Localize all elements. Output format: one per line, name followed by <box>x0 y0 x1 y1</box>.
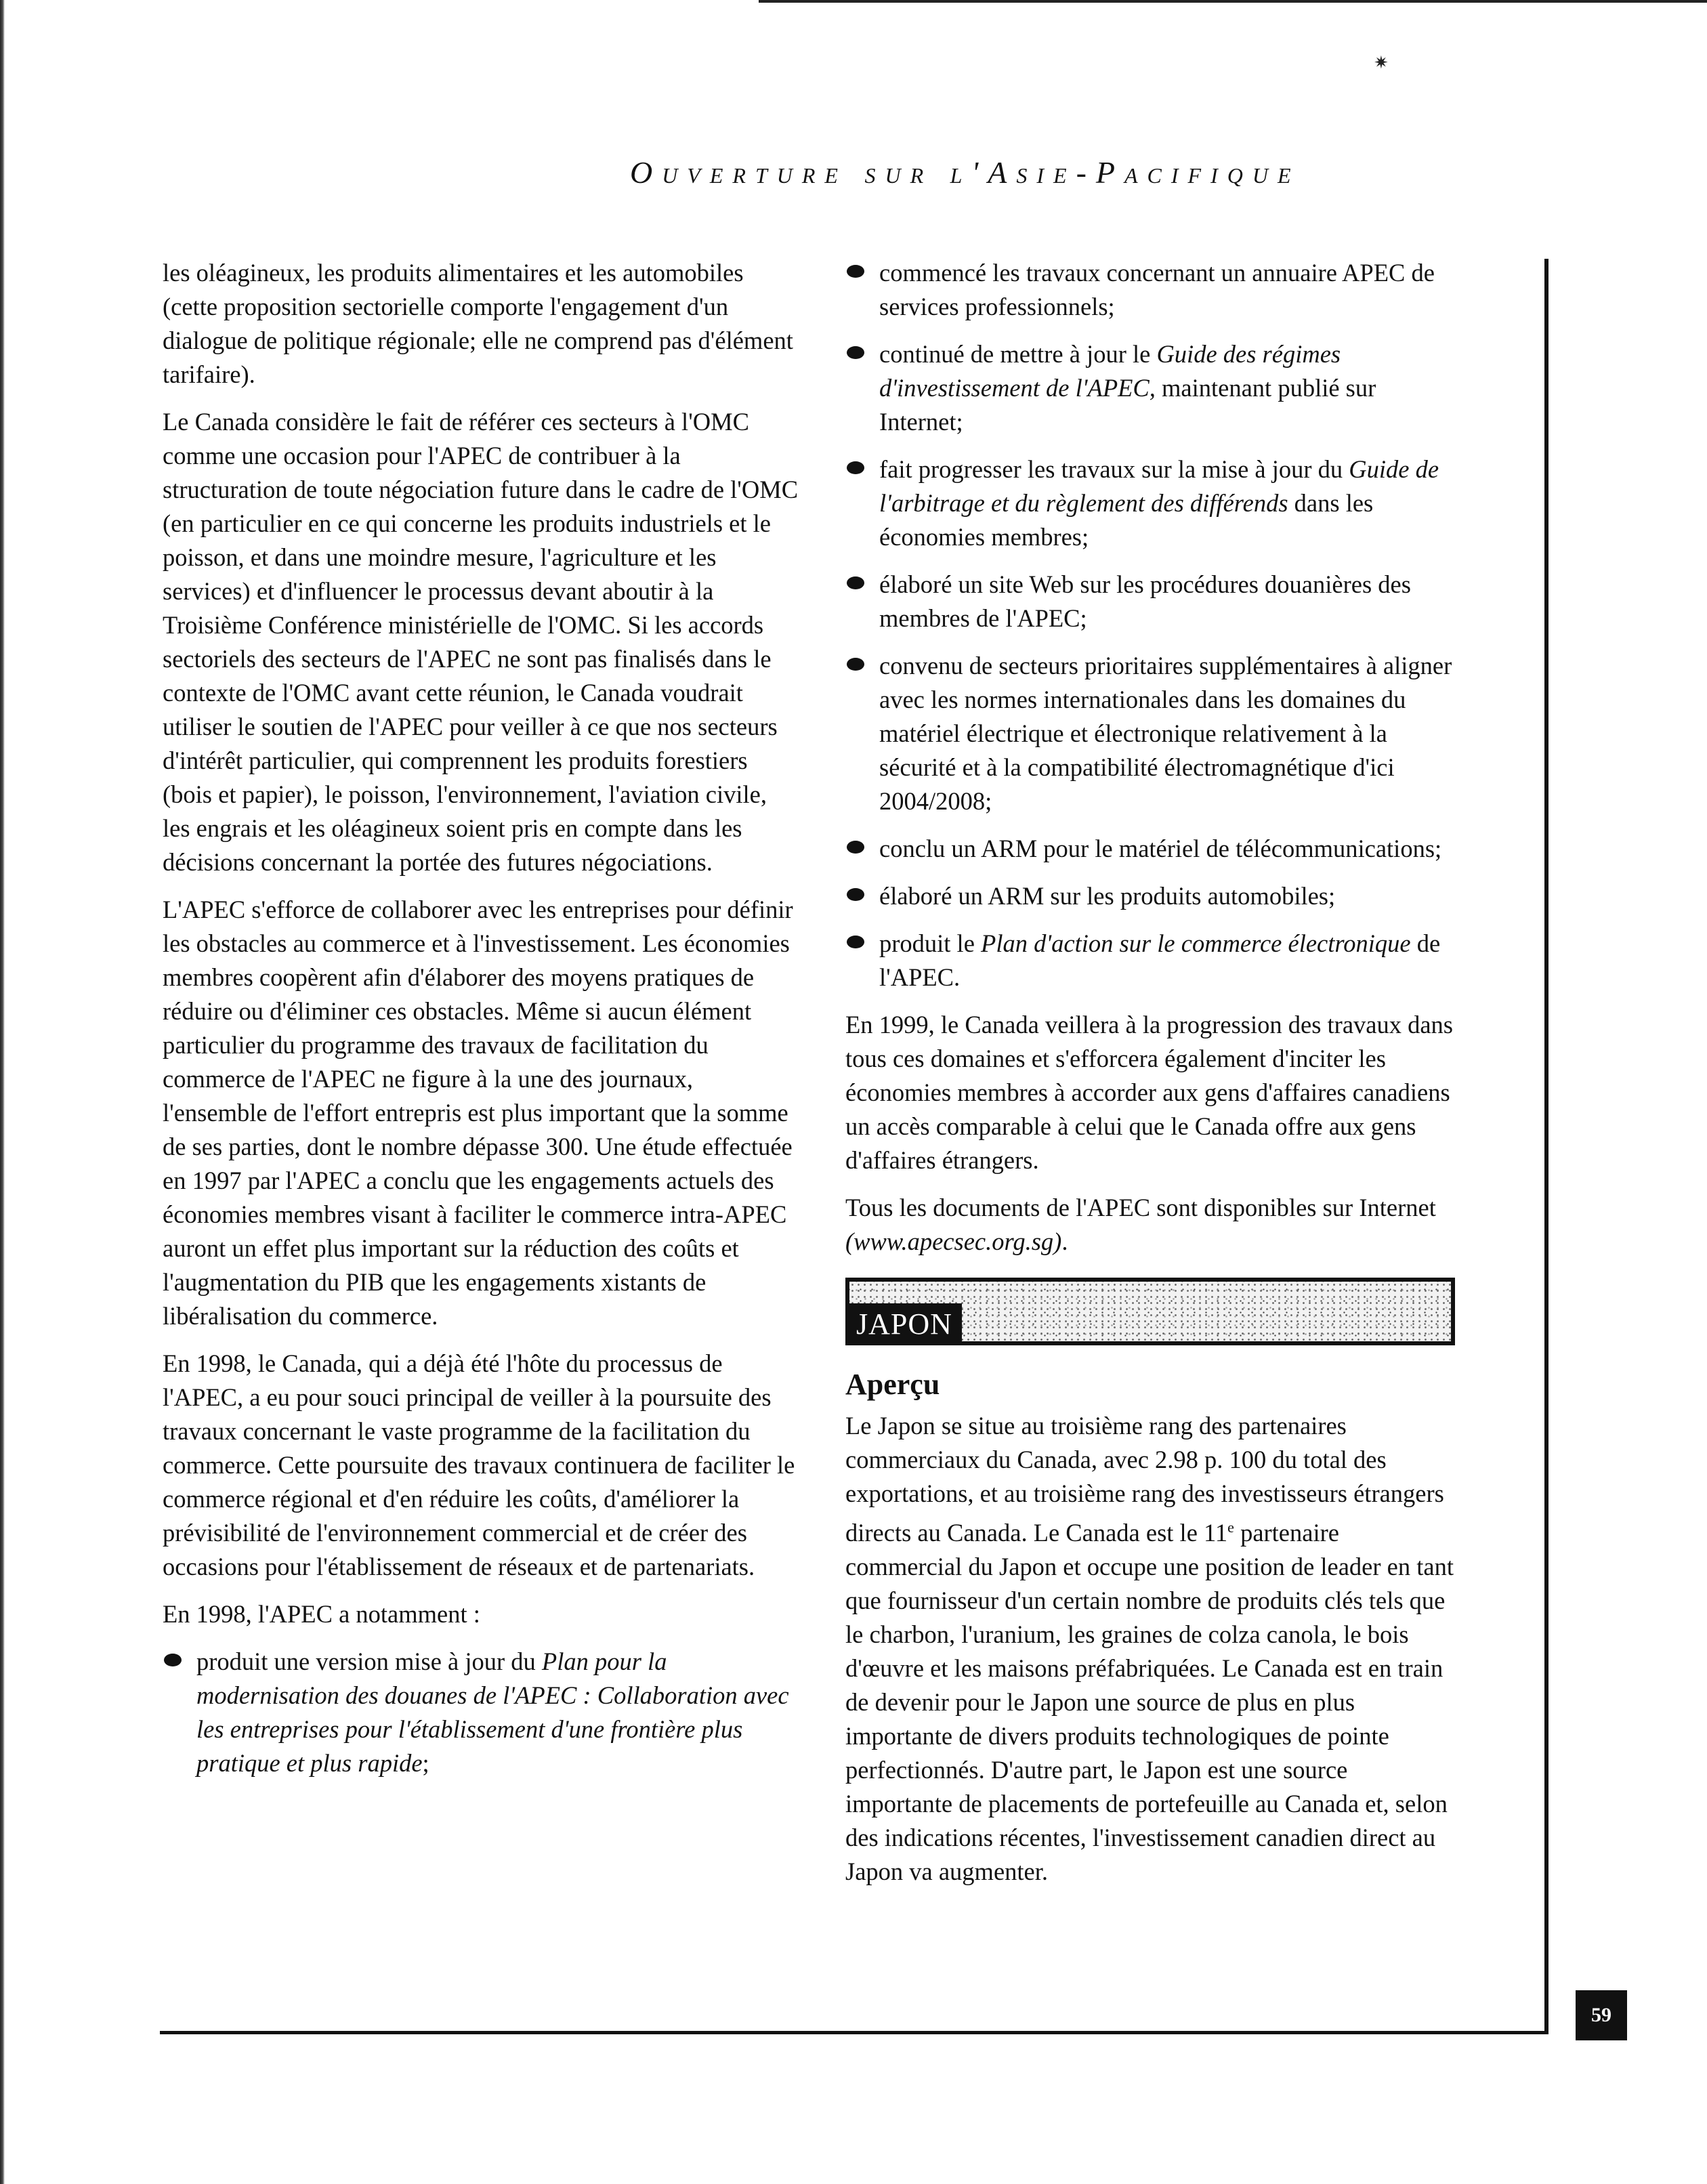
website-url: (www.apecsec.org.sg) <box>845 1227 1062 1255</box>
bullet-text: produit le <box>879 929 982 957</box>
bullet-icon <box>847 888 864 901</box>
paragraph-text: partenaire commercial du Japon et occupe une position de leader en tant que fournisseur d'un certain nombre de produits clés tels que le charbon, l'uranium, les graines de colza canola, le bois d'œuvre et les maisons préfabriquées. Le Canada est en train de devenir pour le Japon une source de plus en plus importante de divers produits technologiques de pointe perfectionnés. D'autre part, le Japon est une source importante de placements de portefeuille au Canada et, selon des indications récentes, l'investissement canadien direct au Japon va augmenter. <box>845 1519 1454 1886</box>
paragraph <box>845 1191 1455 1259</box>
bullet-icon <box>847 265 864 278</box>
bullet-text: fait progresser les travaux sur la mise à jour du <box>879 455 1349 483</box>
running-header: Ouverture sur l'Asie-Pacifique <box>630 155 1301 190</box>
section-banner-label: JAPON <box>847 1303 962 1345</box>
paragraph-text: Le Japon se situe au troisième rang des partenaires commerciaux du Canada, avec 2.98 p. 100 du total des exportations, et au troisième rang des investisseurs étrangers directs au Canada. Le Canada est le 11 <box>845 1412 1444 1547</box>
paragraph <box>845 1409 1455 1889</box>
paragraph: les oléagineux, les produits alimentaires et les automobiles (cette proposition sectorielle comporte l'engagement d'un dialogue de politique régionale; elle ne comprend pas d'élément tarifaire). <box>163 259 793 388</box>
scan-edge-top <box>759 0 1707 3</box>
bullet-icon <box>847 841 864 854</box>
paragraph: Le Canada considère le fait de référer ces secteurs à l'OMC comme une occasion pour l'APEC de contribuer à la structuration de toute négociation future dans le cadre de l'OMC (en particulier en ce qui concerne les produits industriels et le poisson, et dans une moindre mesure, l'agriculture et les services) et d'influencer le processus devant aboutir à la Troisième Conférence ministérielle de l'OMC. Si les accords sectoriels des secteurs de l'APEC ne sont pas finalisés dans le contexte de l'OMC avant cette réunion, le Canada voudrait utiliser le soutien de l'APEC pour veiller à ce que nos secteurs d'intérêt particulier, qui comprennent les produits forestiers (bois et papier), le poisson, l'environnement, l'aviation civile, les engrais et les oléagineux soient pris en compte dans les décisions concernant la portée des futures négociations. <box>163 408 799 876</box>
document-title: Plan pour la modernisation des douanes de l'APEC : Collaboration avec les entreprises pour l'établissement d'une frontière plus pratique et plus rapide <box>196 1647 789 1777</box>
document-title: Plan d'action sur le commerce électronique <box>981 929 1411 957</box>
bullet-text: maintenant publié sur Internet; <box>879 374 1376 436</box>
paragraph-text: . <box>1061 1227 1068 1255</box>
scan-edge-left <box>0 0 5 2184</box>
bullet-item <box>845 832 1455 866</box>
bullet-text: conclu un ARM pour le matériel de télécommunications; <box>879 835 1442 862</box>
paragraph: En 1998, le Canada, qui a déjà été l'hôte du processus de l'APEC, a eu pour souci principal de veiller à la poursuite des travaux concernant le vaste programme de la facilitation du commerce. Cette poursuite des travaux continuera de faciliter le commerce régional et d'en réduire les coûts, d'améliorer la prévisibilité de l'environnement commercial et de créer des occasions pour l'établissement de réseaux et de partenariats. <box>163 1349 795 1580</box>
paragraph-text: Tous les documents de l'APEC sont disponibles sur Internet <box>845 1194 1436 1221</box>
bullet-item <box>845 879 1455 913</box>
bullet-text: élaboré un site Web sur les procédures douanières des membres de l'APEC; <box>879 570 1411 632</box>
bullet-item <box>163 1645 799 1780</box>
bullet-item <box>845 337 1455 439</box>
page-number: 59 <box>1576 1990 1627 2040</box>
section-banner <box>845 1278 1455 1345</box>
bullet-text: dans les économies membres; <box>879 489 1374 551</box>
bullet-list <box>845 256 1455 994</box>
paragraph: En 1998, l'APEC a notamment : <box>163 1600 480 1628</box>
document-title: Guide de l'arbitrage et du règlement des différends <box>879 455 1439 517</box>
paragraph: L'APEC s'efforce de collaborer avec les entreprises pour définir les obstacles au commerce et à l'investissement. Les économies membres coopèrent afin d'élaborer des moyens pratiques de réduire ou d'éliminer ces obstacles. Même si aucun élément particulier du programme des travaux de facilitation du commerce de l'APEC ne figure à la une des journaux, l'ensemble de l'effort entrepris est plus important que la somme de ses parties, dont le nombre dépasse 300. Une étude effectuée en 1997 par l'APEC a conclu que les engagements actuels des économies membres visant à faciliter le commerce intra-APEC auront un effet plus important sur la réduction des coûts et l'augmentation du PIB que les engagements xistants de libéralisation du commerce. <box>163 896 793 1330</box>
ordinal-superscript: e <box>1227 1519 1234 1536</box>
bullet-text: produit une version mise à jour du <box>196 1647 542 1675</box>
section-heading: Aperçu <box>845 1368 940 1401</box>
left-column <box>163 256 799 1794</box>
bullet-item <box>845 649 1455 818</box>
bullet-item <box>845 256 1455 324</box>
bullet-icon <box>164 1654 182 1666</box>
bullet-icon <box>847 346 864 359</box>
bullet-text: ; <box>422 1749 429 1777</box>
right-column <box>845 256 1455 1902</box>
bullet-item <box>845 927 1455 994</box>
column-rule-right <box>1544 259 1548 2034</box>
bullet-item <box>845 568 1455 635</box>
bullet-icon <box>847 658 864 671</box>
bullet-text: continué de mettre à jour le <box>879 340 1157 368</box>
document-title: Guide des régimes d'investissement de l'APEC, <box>879 340 1341 402</box>
bullet-icon <box>847 576 864 589</box>
bullet-icon <box>847 461 864 474</box>
bullet-text: de l'APEC. <box>879 929 1441 991</box>
bullet-text: commencé les travaux concernant un annuaire APEC de services professionnels; <box>879 259 1435 320</box>
bullet-list <box>163 1645 799 1780</box>
scan-mark: ✷ <box>1374 53 1389 73</box>
bullet-text: élaboré un ARM sur les produits automobiles; <box>879 882 1336 910</box>
bullet-item <box>845 453 1455 554</box>
bullet-text: convenu de secteurs prioritaires supplémentaires à aligner avec les normes internationales dans les domaines du matériel électrique et électronique relativement à la sécurité et à la compatibilité électromagnétique d'ici 2004/2008; <box>879 652 1452 815</box>
footer-rule <box>160 2031 1548 2034</box>
bullet-icon <box>847 936 864 948</box>
paragraph: En 1999, le Canada veillera à la progression des travaux dans tous ces domaines et s'efforcera également d'inciter les économies membres à accorder aux gens d'affaires canadiens un accès comparable à celui que le Canada offre aux gens d'affaires étrangers. <box>845 1011 1453 1174</box>
